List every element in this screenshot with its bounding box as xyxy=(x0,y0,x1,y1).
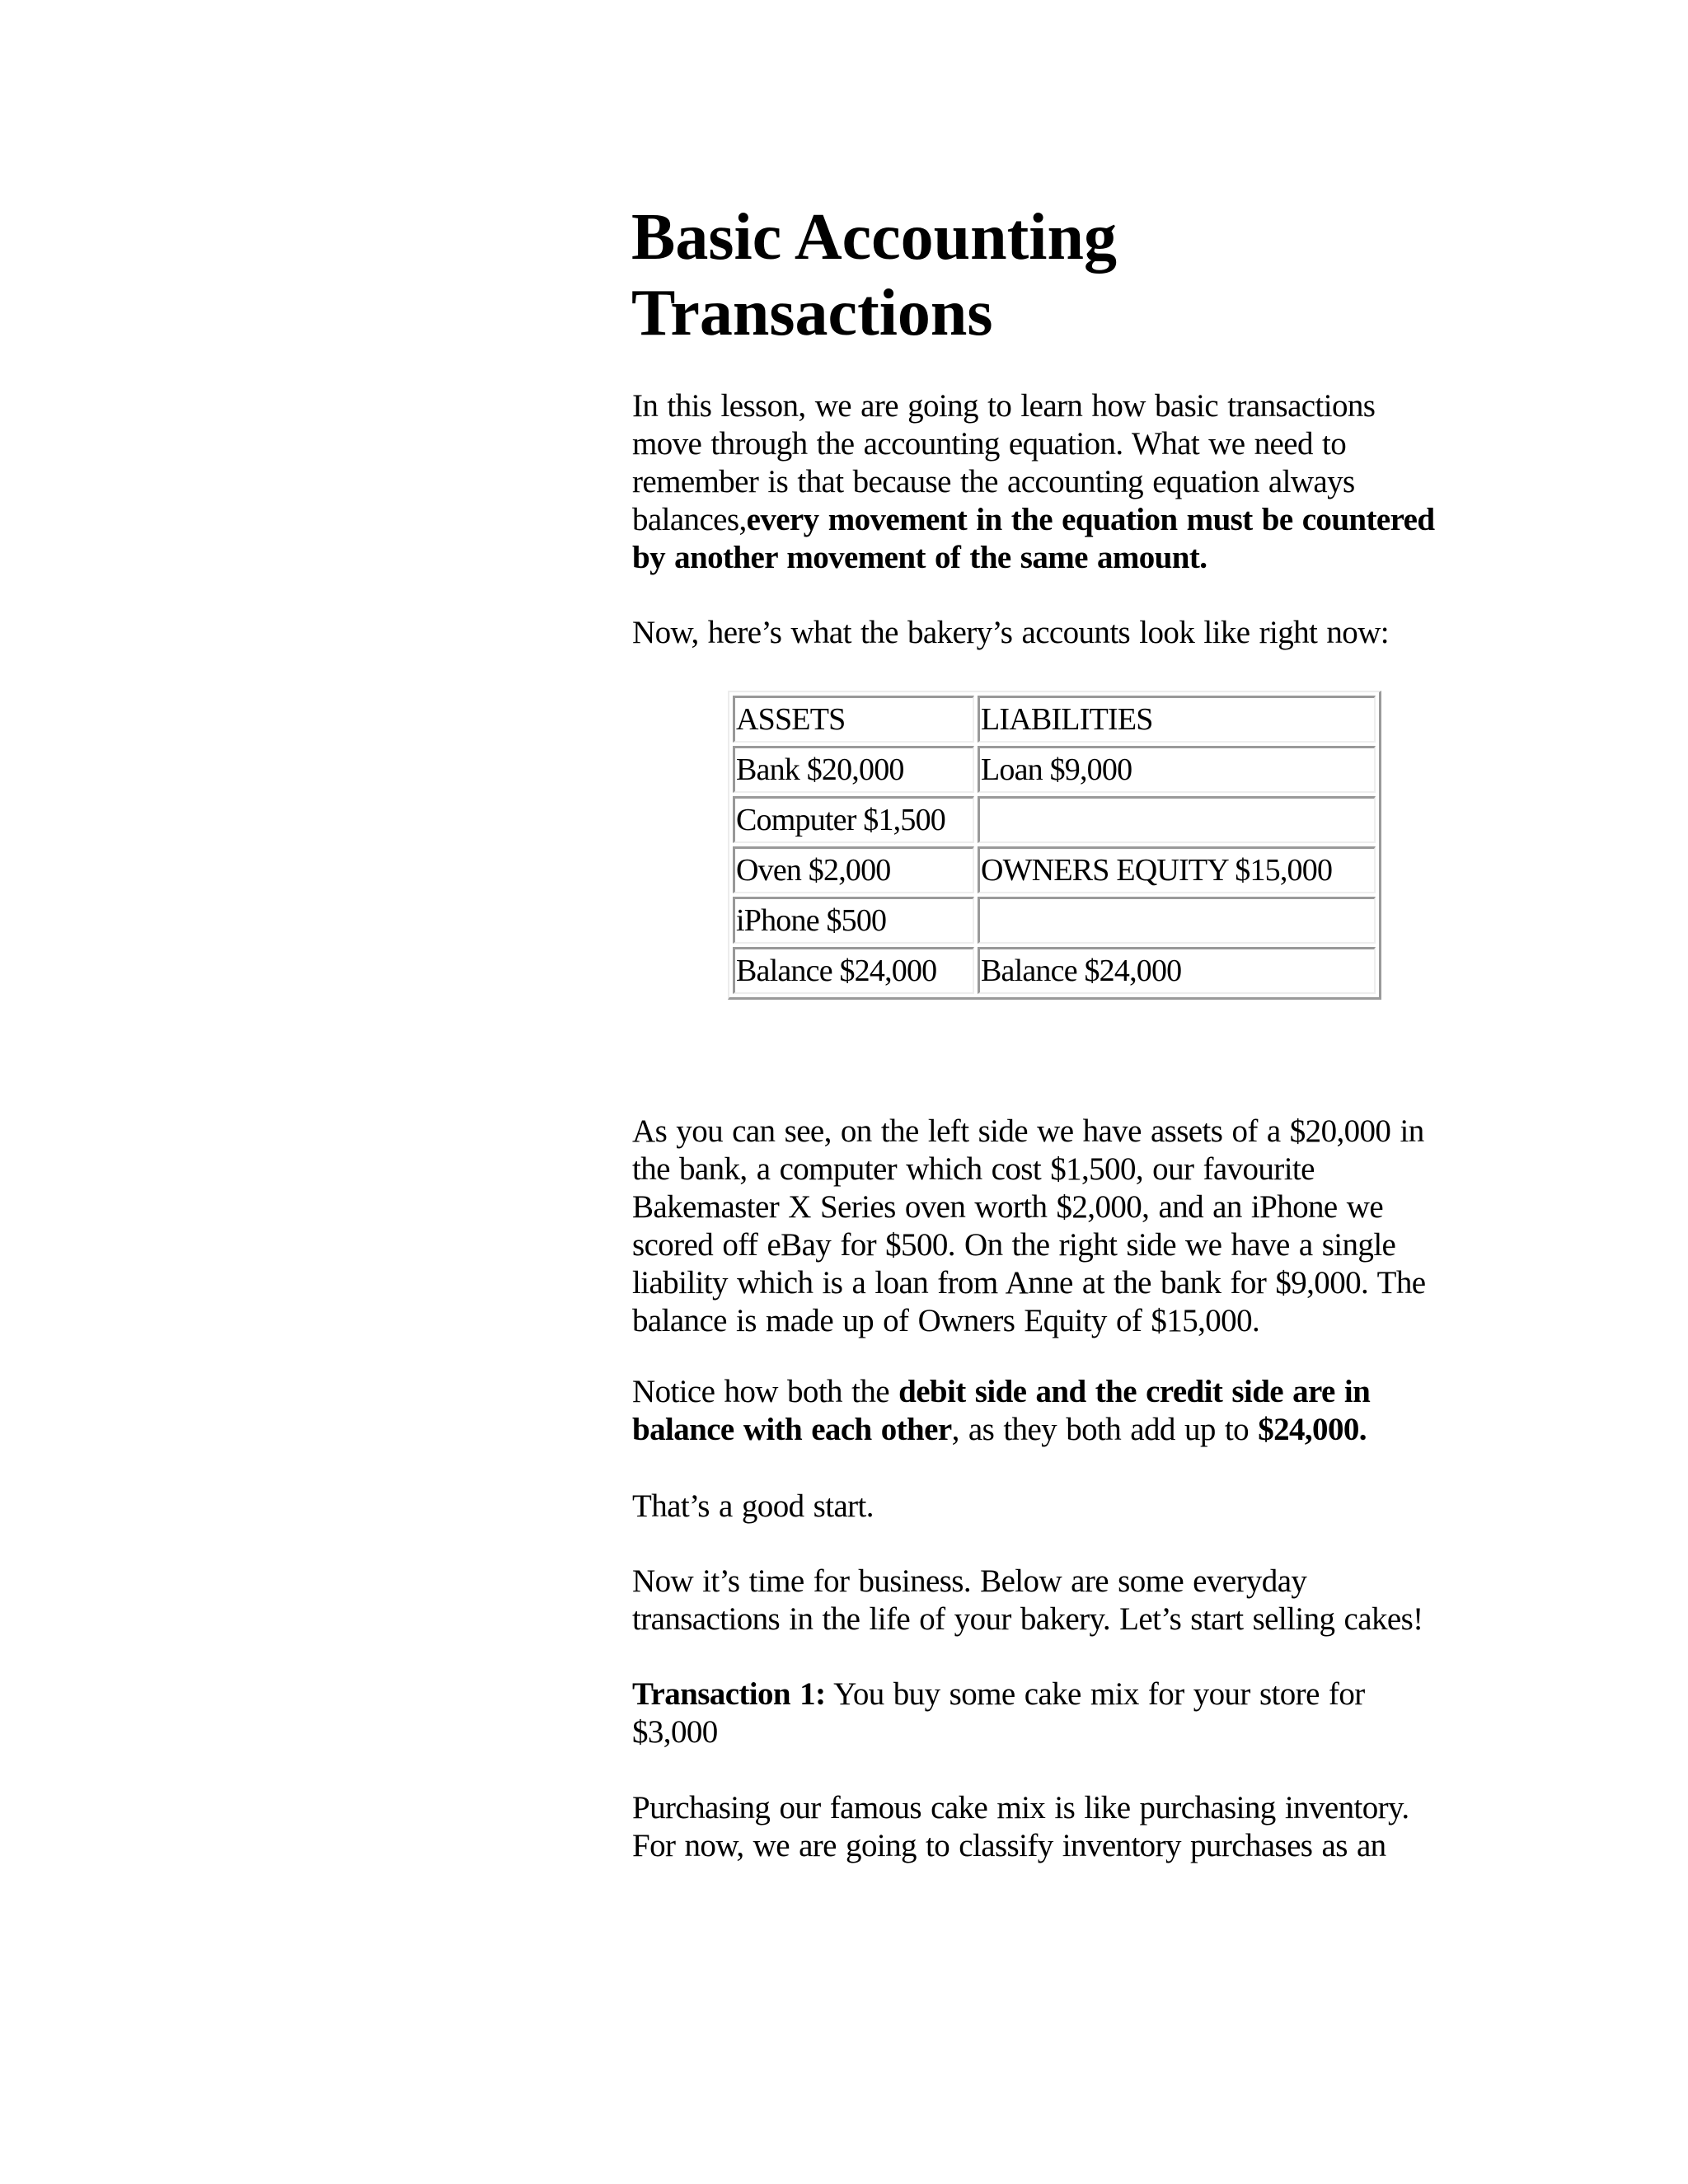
text-run: balances, xyxy=(632,502,747,537)
text-line: As you can see, on the left side we have assets of a $20,000 in xyxy=(632,1113,1424,1149)
text-line xyxy=(632,1411,1539,1449)
text-run: , as they both add up to xyxy=(951,1412,1259,1447)
text-line xyxy=(632,387,1539,425)
text-line: the bank, a computer which cost $1,500, our favourite xyxy=(632,1151,1315,1187)
emphasis-text: debit side and the credit side are in xyxy=(898,1374,1371,1409)
table-header-row xyxy=(733,696,1376,743)
table-cell: Balance $24,000 xyxy=(978,947,1376,994)
text-run: In this lesson, we are going to learn how basic transactions xyxy=(632,388,1376,424)
table-cell: Computer $1,500 xyxy=(733,796,974,843)
inventory-paragraph xyxy=(632,1789,1539,1865)
table-cell xyxy=(978,796,1376,843)
text-run: remember is that because the accounting equation always xyxy=(632,464,1355,499)
text-line xyxy=(632,1373,1539,1411)
title-line-1: Basic Accounting xyxy=(631,201,1117,274)
text-line: balance is made up of Owners Equity of $15,000. xyxy=(632,1303,1260,1338)
emphasis-text: by another movement of the same amount. xyxy=(632,540,1207,575)
table-cell: Balance $24,000 xyxy=(733,947,974,994)
table-cell: iPhone $500 xyxy=(733,897,974,944)
table-cell: Bank $20,000 xyxy=(733,746,974,793)
transaction-label: Transaction 1: xyxy=(632,1676,826,1712)
text-line: liability which is a loan from Anne at the bank for $9,000. The xyxy=(632,1265,1426,1301)
table-cell: OWNERS EQUITY $15,000 xyxy=(978,846,1376,893)
text-line xyxy=(632,501,1539,539)
table-cell xyxy=(978,897,1376,944)
title-line-2: Transactions xyxy=(631,277,993,349)
text-line: Bakemaster X Series oven worth $2,000, and an iPhone we xyxy=(632,1189,1384,1225)
text-line: transactions in the life of your bakery. Let’s start selling cakes! xyxy=(632,1601,1423,1637)
text-line xyxy=(632,425,1539,463)
text-line xyxy=(632,463,1539,501)
text-line: That’s a good start. xyxy=(632,1488,874,1524)
text-line: For now, we are going to classify inventory purchases as an xyxy=(632,1828,1386,1863)
emphasis-text: balance with each other xyxy=(632,1412,952,1447)
emphasis-text: every movement in the equation must be countered xyxy=(746,502,1435,537)
text-line: Purchasing our famous cake mix is like purchasing inventory. xyxy=(632,1790,1409,1825)
table-cell: Loan $9,000 xyxy=(978,746,1376,793)
header-assets: ASSETS xyxy=(733,696,974,743)
lead-in-paragraph xyxy=(632,614,1539,652)
text-line: Now, here’s what the bakery’s accounts look like right now: xyxy=(632,615,1390,650)
notice-paragraph xyxy=(632,1373,1539,1449)
text-line: scored off eBay for $500. On the right side we have a single xyxy=(632,1227,1396,1263)
table-row xyxy=(733,796,1376,843)
text-run: You buy some cake mix for your store for xyxy=(825,1676,1365,1712)
ledger-table xyxy=(728,691,1381,1000)
header-liabilities: LIABILITIES xyxy=(978,696,1376,743)
text-line: Now it’s time for business. Below are some everyday xyxy=(632,1563,1307,1599)
good-start-paragraph xyxy=(632,1488,1539,1526)
table-row xyxy=(733,897,1376,944)
page-title xyxy=(631,199,1117,351)
transaction-1-paragraph xyxy=(632,1675,1539,1751)
text-line xyxy=(632,1675,1539,1713)
text-run: Notice how both the xyxy=(632,1374,899,1409)
emphasis-amount: $24,000. xyxy=(1258,1412,1367,1447)
explanation-paragraph xyxy=(632,1113,1539,1340)
ledger-table-container xyxy=(728,691,1381,1000)
intro-paragraph xyxy=(632,387,1539,577)
table-row xyxy=(733,746,1376,793)
table-row xyxy=(733,846,1376,893)
table-cell: Oven $2,000 xyxy=(733,846,974,893)
text-line xyxy=(632,539,1539,577)
text-run: move through the accounting equation. What we need to xyxy=(632,426,1347,462)
table-row xyxy=(733,947,1376,994)
business-paragraph xyxy=(632,1563,1539,1638)
text-line: $3,000 xyxy=(632,1714,718,1750)
